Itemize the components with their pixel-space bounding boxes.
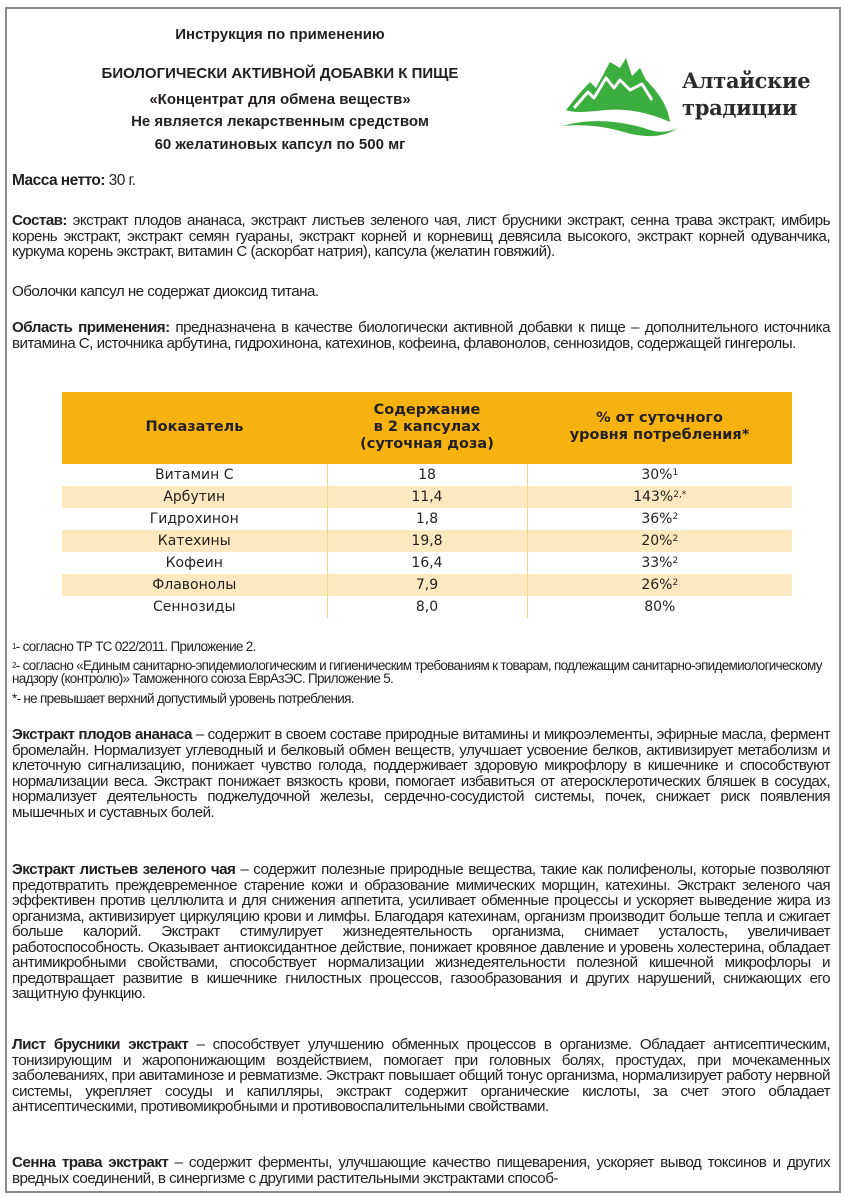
usage-area-text: предназначена в качестве биологически активной добавки к пище – дополнительного источника витамина С, источника арбутина, гидрохинона, катехинов, кофеина, флавонолов, сеннозидов, содержащей гингеролы. bbox=[12, 319, 830, 352]
section-senna bbox=[12, 1155, 830, 1186]
table-row: Катехины 19,8 20%$^2$ bbox=[62, 530, 792, 552]
composition-text: экстракт плодов ананаса, экстракт листьев зеленого чая, лист брусники экстракт, сенна трава экстракт, имбирь корень экстракт, экстракт семян гуараны, экстракт корней и корневищ девясила высокого, экстракт корней одуванчика, куркума корень экстракт, витамин С (аскорбат натрия), капсула (желатин говяжий). bbox=[12, 212, 830, 260]
header-product-name: «Концентрат для обмена веществ» bbox=[149, 91, 411, 108]
usage-area bbox=[12, 320, 830, 351]
section-text: – содержит ферменты, улучшающие качество пищеварения, ускоряет вывод токсинов и других вредных соединений, в синергизме с другими растительными экстрактами способ- bbox=[12, 1154, 831, 1187]
column-header-content: Содержание в 2 капсулах (суточная доза) bbox=[327, 392, 527, 463]
composition-label: Состав: bbox=[12, 212, 67, 229]
section-title: Сенна трава экстракт bbox=[12, 1154, 169, 1171]
footnote-1: $^1$- согласно ТР ТС 022/2011. Приложение 2. bbox=[12, 639, 256, 654]
table-header-row bbox=[62, 392, 792, 463]
column-header-percent: % от суточного уровня потребления* bbox=[527, 392, 792, 463]
net-mass bbox=[12, 173, 830, 189]
nutrient-table bbox=[62, 392, 792, 618]
usage-area-label: Область применения: bbox=[12, 319, 170, 336]
section-text: – содержит полезные природные вещества, такие как полифенолы, которые позволяют предотвратить преждевременное старение кожи и образование мимических морщин, катехины. Экстракт зеленого чая эффективен против целлюлита и для снижения аппетита, усиливает обменные процессы и ускоряет выведение жира из организма, активизирует циркуляцию крови и лимфы. Благодаря катехинам, организм производит больше тепла и сжигает больше калорий. Экстракт стимулирует жизнедеятельность организма, снимает усталость, увеличивает работоспособность. Оказывает антиоксидантное действие, понижает кровяное давление и уровень холестерина, обладает антимикробными свойствами, способствует нормализации жизнедеятельности полезной кишечной микрофлоры и предотвращает развитие в кишечнике гнилостных процессов, газообразования и других нарушений, снижающих его защитную функцию. bbox=[12, 861, 830, 1002]
section-green-tea bbox=[12, 862, 830, 1002]
composition bbox=[12, 213, 830, 260]
section-pineapple bbox=[12, 727, 830, 820]
table-row: Гидрохинон 1,8 36%$^2$ bbox=[62, 508, 792, 530]
section-title: Экстракт плодов ананаса bbox=[12, 726, 192, 743]
table-row: Кофеин 16,4 33%$^2$ bbox=[62, 552, 792, 574]
section-text: – содержит в своем составе природные витамины и микроэлементы, эфирные масла, фермент бромелайн. Нормализует углеводный и белковый обмен веществ, улучшает усвоение белков, активизирует метаболизм и клеточную сигнализацию, понижает чувство голода, поддерживает здоровую микрофлору в кишечнике и способствуют нормализации веса. Экстракт понижает вязкость крови, помогает избавиться от атеросклеротических бляшек в сосудах, нормализует деятельность поджелудочной железы, сердечно-сосудистой системы, почек, снижает риск появления мышечных и суставных болей. bbox=[12, 726, 831, 821]
header-product-type: БИОЛОГИЧЕСКИ АКТИВНОЙ ДОБАВКИ К ПИЩЕ bbox=[101, 65, 459, 82]
brand-name-line1: Алтайские bbox=[682, 68, 811, 93]
capsule-shell-note: Оболочки капсул не содержат диоксид титана. bbox=[12, 283, 319, 300]
section-title: Экстракт листьев зеленого чая bbox=[12, 861, 236, 878]
section-text: – способствует улучшению обменных процессов в организме. Обладает антисептическим, тонизирующим и жаропонижающим воздействием, помогает при головных болях, простудах, при мочекаменных заболеваниях, при авитаминозе и ревматизме. Экстракт повышает общий тонус организма, нормализирует работу нервной системы, укрепляет сосуды и капилляры, экстракт содержит органические кислоты, за счет этого обладает антисептическими, противомикробными и противовоспалительными свойствами. bbox=[12, 1036, 830, 1115]
column-header-indicator: Показатель bbox=[62, 392, 327, 463]
section-lingonberry bbox=[12, 1037, 830, 1115]
header-title: Инструкция по применению bbox=[175, 26, 385, 43]
mountain-icon bbox=[560, 48, 680, 148]
table-row: Арбутин 11,4 143%$^{2,*}$ bbox=[62, 486, 792, 508]
net-mass-label: Масса нетто: bbox=[12, 172, 105, 189]
table-row: Флавонолы 7,9 26%$^2$ bbox=[62, 574, 792, 596]
footnote-asterisk: *- не превышает верхний допустимый уровень потребления. bbox=[12, 691, 354, 706]
brand-name-line2: традиции bbox=[682, 95, 798, 120]
header-disclaimer: Не является лекарственным средством bbox=[131, 113, 429, 130]
brand-logo bbox=[560, 48, 820, 148]
net-mass-value: 30 г. bbox=[104, 172, 136, 189]
section-title: Лист брусники экстракт bbox=[12, 1036, 189, 1053]
table-row: Сеннозиды 8,0 80% bbox=[62, 596, 792, 618]
footnote-2: $^2$- согласно «Единым санитарно-эпидемиологическим и гигиеническим требованиям к товарам, подлежащим санитарно-эпидемиологическому надзору (контролю)» Таможенного союза ЕврАзЭС. Приложение 5. bbox=[12, 658, 822, 686]
header-package: 60 желатиновых капсул по 500 мг bbox=[154, 136, 406, 153]
table-row: Витамин С 18 30%$^1$ bbox=[62, 463, 792, 486]
